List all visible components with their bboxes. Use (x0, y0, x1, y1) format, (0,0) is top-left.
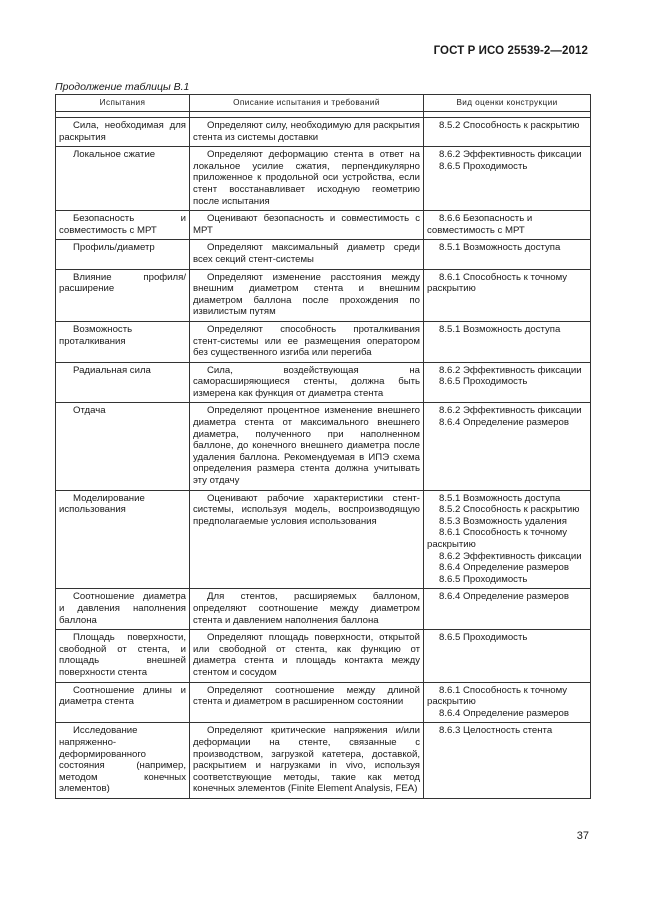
test-name-cell: Соотношение длины и диаметра стента (56, 682, 190, 723)
table-row (56, 490, 591, 589)
column-header-evaluation: Вид оценки конструкции (424, 95, 591, 112)
test-name-cell: Влияние профиля/расширение (56, 269, 190, 321)
table-row (56, 118, 591, 147)
evaluation-cell (424, 321, 591, 362)
table-row (56, 211, 591, 240)
page-number: 37 (576, 830, 589, 842)
test-description-cell: Оценивают рабочие характеристики стент-системы, используя модель, воспроизводящую предполагаемые условия использования (190, 490, 424, 589)
evaluation-item: 8.6.1 Способность к точному раскрытию (427, 684, 568, 708)
evaluation-item: 8.5.3 Возможность удаления (439, 515, 567, 527)
evaluation-item: 8.6.6 Безопасность и совместимость с МРТ (427, 213, 533, 236)
test-name-cell: Локальное сжатие (56, 147, 190, 211)
table-header-row (56, 95, 591, 112)
evaluation-item: 8.5.1 Возможность доступа (439, 323, 561, 335)
table-caption: Продолжение таблицы В.1 (55, 81, 190, 93)
test-description-cell: Сила, воздействующая на саморасширяющиеся стенты, должна быть измерена как функция от диаметра стента (190, 362, 424, 403)
table-row (56, 240, 591, 269)
table-row (56, 589, 591, 630)
test-name-cell: Соотношение диаметра и давления наполнения баллона (56, 589, 190, 630)
test-description-cell: Определяют процентное изменение внешнего диаметра стента от максимального внешнего диаметра, полученного при наполненном баллоне, до конечного внешнего диаметра после удаления баллона. Рекомендуемая в ИПЭ схема определения размера стента должна учитывать эту отдачу (190, 403, 424, 490)
table-row (56, 723, 591, 799)
evaluation-cell (424, 403, 591, 490)
evaluation-item: 8.6.2 Эффективность фиксации (439, 550, 582, 562)
evaluation-item: 8.6.4 Определение размеров (439, 417, 569, 429)
evaluation-item: 8.6.2 Эффективность фиксации (439, 364, 582, 376)
evaluation-item: 8.6.2 Эффективность фиксации (439, 149, 582, 161)
evaluation-item: 8.6.5 Проходимость (439, 632, 528, 644)
evaluation-cell (424, 490, 591, 589)
evaluation-cell (424, 723, 591, 799)
test-description-cell: Определяют площадь поверхности, открытой или свободной от стента, как функцию от диаметра стента и площадь контакта между стентом и сосудом (190, 630, 424, 682)
test-table (55, 94, 591, 799)
evaluation-item: 8.6.4 Определение размеров (439, 591, 569, 603)
test-description-cell: Определяют деформацию стента в ответ на локальное усилие сжатия, перпендикулярно приложенное к продольной оси устройства, если стент восстанавливает исходную геометрию после испытания (190, 147, 424, 211)
evaluation-item: 8.6.3 Целостность стента (439, 725, 553, 737)
test-description-cell: Определяют соотношение между длиной стента и диаметром в расширенном состоянии (190, 682, 424, 723)
test-description-cell: Оценивают безопасность и совместимость с МРТ (190, 211, 424, 240)
table-body (56, 112, 591, 799)
evaluation-item: 8.5.2 Способность к раскрытию (439, 120, 580, 131)
test-name-cell: Отдача (56, 403, 190, 490)
evaluation-cell (424, 362, 591, 403)
test-name-cell: Возможность проталкивания (56, 321, 190, 362)
test-description-cell: Определяют способность проталкивания стент-системы или ее размещения оператором без существенного изгиба или перегиба (190, 321, 424, 362)
table-row (56, 403, 591, 490)
table-row (56, 362, 591, 403)
evaluation-cell (424, 240, 591, 269)
test-name-cell: Безопасность и совместимость с МРТ (56, 211, 190, 240)
evaluation-item: 8.6.5 Проходимость (439, 573, 528, 585)
evaluation-item: 8.5.1 Возможность доступа (439, 492, 561, 504)
table-row (56, 147, 591, 211)
evaluation-item: 8.6.4 Определение размеров (439, 562, 569, 574)
evaluation-item: 8.6.1 Способность к точному раскрытию (427, 271, 568, 295)
document-header: ГОСТ Р ИСО 25539-2—2012 (433, 45, 588, 57)
evaluation-item: 8.6.2 Эффективность фиксации (439, 405, 582, 417)
evaluation-cell (424, 682, 591, 723)
evaluation-item: 8.5.2 Способность к раскрытию (439, 504, 580, 516)
evaluation-item: 8.6.5 Проходимость (439, 376, 528, 388)
test-description-cell: Определяют критические напряжения и/или деформации на стенте, связанные с производством, загрузкой катетера, доставкой, раскрытием и нагрузками in vivo, используя соответствующие методы, такие как метод конечных элементов (Finite Element Analysis, FEA) (190, 723, 424, 799)
table-row (56, 682, 591, 723)
test-name-cell: Исследование напряженно-деформированного состояния (например, методом конечных элементов) (56, 723, 190, 799)
test-description-cell: Определяют силу, необходимую для раскрытия стента из системы доставки (190, 118, 424, 147)
evaluation-cell (424, 147, 591, 211)
table-row (56, 630, 591, 682)
evaluation-item: 8.6.5 Проходимость (439, 160, 528, 172)
evaluation-item: 8.6.4 Определение размеров (439, 707, 569, 719)
test-name-cell: Радиальная сила (56, 362, 190, 403)
evaluation-cell (424, 118, 591, 147)
evaluation-cell (424, 630, 591, 682)
evaluation-item: 8.5.1 Возможность доступа (439, 242, 561, 254)
table-row (56, 269, 591, 321)
column-header-description: Описание испытания и требований (190, 95, 424, 112)
test-name-cell: Профиль/диаметр (56, 240, 190, 269)
test-name-cell: Моделирование использования (56, 490, 190, 589)
evaluation-cell (424, 589, 591, 630)
test-description-cell: Определяют изменение расстояния между внешним диаметром стента и внешним диаметром баллона после прохождения по извилистым путям (190, 269, 424, 321)
table-row (56, 321, 591, 362)
test-description-cell: Определяют максимальный диаметр среди всех секций стент-системы (190, 240, 424, 269)
test-name-cell: Площадь поверхности, свободной от стента, и площадь внешней поверхности стента (56, 630, 190, 682)
evaluation-item: 8.6.1 Способность к точному раскрытию (427, 527, 568, 550)
test-name-cell: Сила, необходимая для раскрытия (56, 118, 190, 147)
evaluation-cell (424, 211, 591, 240)
column-header-tests: Испытания (56, 95, 190, 112)
evaluation-cell (424, 269, 591, 321)
test-description-cell: Для стентов, расширяемых баллоном, определяют соотношение между диаметром стента и давлением наполнения баллона (190, 589, 424, 630)
